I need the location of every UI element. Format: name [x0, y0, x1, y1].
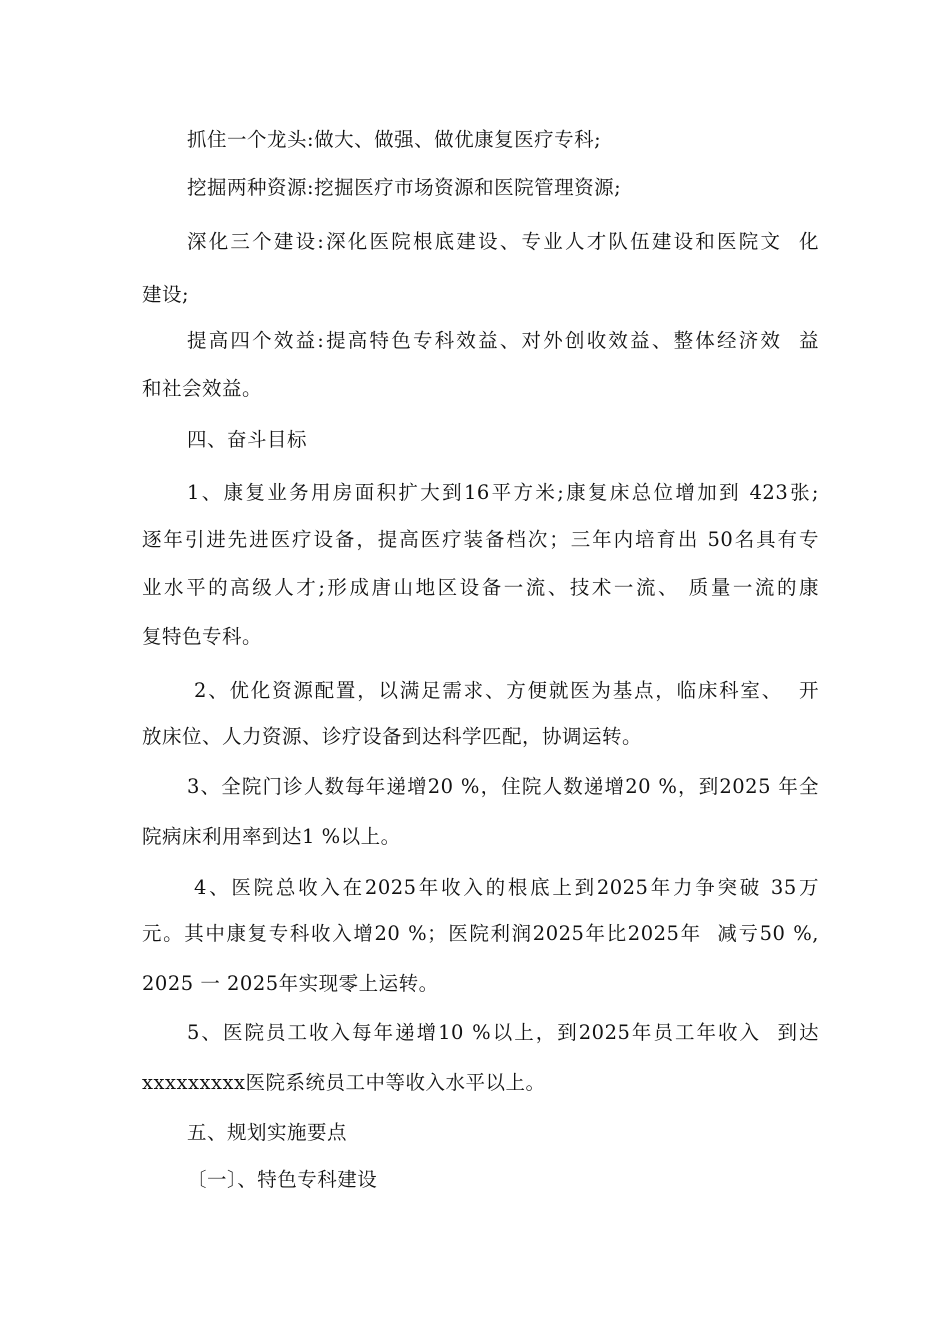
paragraph-line: 提高四个效益:提高特色专科效益、对外创收效益、整体经济效 益 [187, 329, 819, 352]
paragraph-line: 3、全院门诊人数每年递增20 %，住院人数递增20 %，到2025 年全 [187, 775, 819, 798]
paragraph-line: 4、医院总收入在2025年收入的根底上到2025年力争突破 35万 [194, 876, 819, 899]
paragraph-line: 和社会效益。 [142, 377, 263, 400]
paragraph-line: 2025 一 2025年实现零上运转。 [142, 972, 439, 995]
subsection-heading: 〔一〕、特色专科建设 [187, 1168, 378, 1191]
section-heading: 四、奋斗目标 [187, 428, 308, 451]
paragraph-line: 5、医院员工收入每年递增10 %以上，到2025年员工年收入 到达 [187, 1021, 819, 1044]
paragraph-line: 院病床利用率到达1 %以上。 [142, 825, 401, 848]
paragraph-line: 逐年引进先进医疗设备，提高医疗装备档次；三年内培育出 50名具有专 [142, 528, 819, 551]
paragraph-line: 业水平的高级人才;形成唐山地区设备一流、技术一流、 质量一流的康 [142, 576, 819, 599]
paragraph-line: 2、优化资源配置，以满足需求、方便就医为基点，临床科室、 开 [194, 679, 819, 702]
paragraph-line: 1、康复业务用房面积扩大到16平方米;康复床总位增加到 423张; [187, 481, 819, 504]
paragraph-line: 建设; [142, 283, 190, 306]
paragraph-line: xxxxxxxxx医院系统员工中等收入水平以上。 [142, 1071, 546, 1094]
paragraph-line: 深化三个建设:深化医院根底建设、专业人才队伍建设和医院文 化 [187, 230, 819, 253]
paragraph-line: 抓住一个龙头:做大、做强、做优康复医疗专科; [187, 128, 602, 151]
paragraph-line: 挖掘两种资源:挖掘医疗市场资源和医院管理资源; [187, 176, 622, 199]
paragraph-line: 元。其中康复专科收入增20 %；医院利润2025年比2025年 减亏50 %, [142, 922, 819, 945]
paragraph-line: 放床位、人力资源、诊疗设备到达科学匹配，协调运转。 [142, 725, 643, 748]
paragraph-line: 复特色专科。 [142, 625, 263, 648]
section-heading: 五、规划实施要点 [187, 1121, 348, 1144]
